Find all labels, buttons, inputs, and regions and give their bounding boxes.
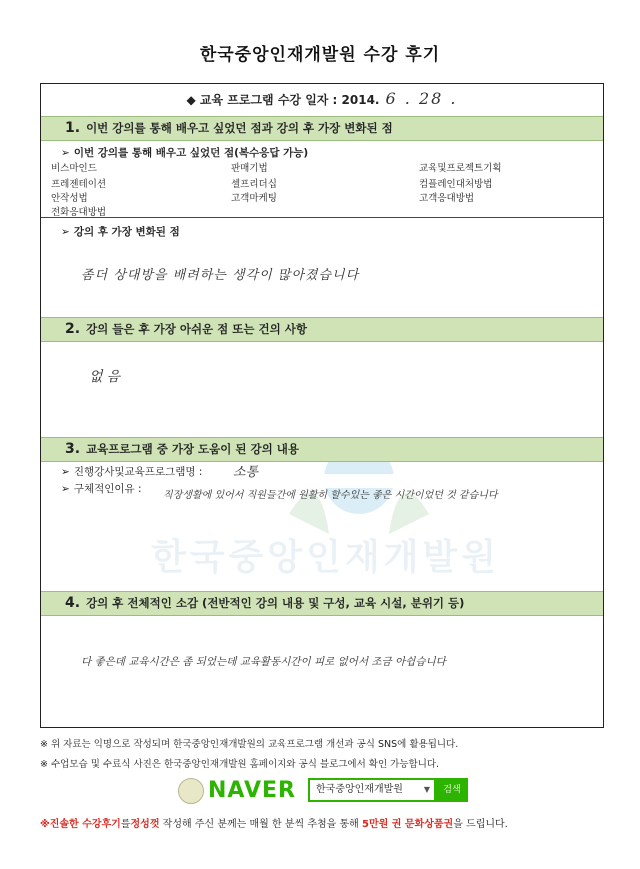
arrow-icon: ➢: [61, 483, 70, 495]
section-4-header: [41, 591, 603, 616]
option-item: 전화응대방법: [51, 207, 107, 218]
section-3-number: 3.: [65, 441, 81, 457]
section-2-number: 2.: [65, 321, 81, 337]
section-1-header: [41, 116, 603, 141]
watermark-text: 한국중앙인재개발원: [151, 537, 500, 578]
option-item: 안작성법: [51, 193, 88, 204]
form-title: 한국중앙인재개발원 수강 후기: [199, 45, 441, 65]
option-item: 교육및프로젝트기획: [419, 163, 502, 174]
option-item: 컴플레인대처방법: [419, 179, 493, 190]
review-form: [40, 83, 604, 728]
option-item: 비스마인드: [51, 163, 97, 174]
section-1-answer: 좀더 상대방을 배려하는 생각이 많아졌습니다: [81, 268, 360, 283]
date-label: ◆ 교육 프로그램 수강 일자 : 2014.: [186, 93, 380, 107]
arrow-icon: ➢: [61, 147, 70, 159]
note-1: ※ 위 자료는 익명으로 작성되며 한국중앙인재개발원의 교육프로그램 개선과 공식 SNS에 활용됩니다.: [40, 739, 459, 750]
naver-search-banner: [178, 775, 468, 805]
footer-notice: [40, 815, 508, 830]
section-4-number: 4.: [65, 595, 81, 611]
footer-highlight-2: 정성껏: [130, 819, 160, 830]
section-2-title: 강의 들은 후 가장 아쉬운 점 또는 건의 사항: [86, 322, 307, 336]
arrow-icon: ➢: [61, 466, 70, 478]
lecturer-value: 소통: [233, 465, 259, 480]
note-2: ※ 수업모습 및 수료식 사진은 한국중앙인재개발원 홈페이지와 공식 블로그에서 확인 가능합니다.: [40, 759, 440, 770]
footer-text-3: 을 드립니다.: [453, 819, 508, 830]
reason-value: 직장생활에 있어서 직원들간에 원활히 할수있는 좋은 시간이었던 것 같습니다: [163, 490, 498, 501]
section-4-title: 강의 후 전체적인 소감 (전반적인 강의 내용 및 구성, 교육 시설, 분위기 등): [86, 596, 465, 610]
option-item: 고객마케팅: [231, 193, 277, 204]
footer-highlight-3: 5만원 권 문화상품권: [362, 819, 454, 830]
section-2-header: [41, 317, 603, 342]
footer-highlight-1: 진솔한 수강후기: [49, 819, 121, 830]
footer-text-1: 를: [120, 819, 131, 830]
naver-search-input[interactable]: [308, 778, 436, 802]
naver-search-value: 한국중앙인재개발원: [316, 784, 403, 795]
section-1-q1: [61, 145, 308, 160]
option-item: 프레젠테이션: [51, 179, 107, 190]
lecturer-label: 진행강사및교육프로그램명 :: [73, 466, 203, 478]
date-row: [41, 84, 603, 112]
section-4-answer: 다 좋은데 교육시간은 좀 되었는데 교육활동시간이 피로 없어서 조금 아쉽습니다: [81, 656, 446, 668]
reason-row: [61, 481, 142, 496]
section-1-q2: [61, 224, 180, 239]
section-1-q1-text: 이번 강의를 통해 배우고 싶었던 점(복수응답 가능): [73, 147, 309, 159]
option-item: 고객응대방법: [419, 193, 475, 204]
reason-label: 구체적인이유 :: [73, 483, 142, 495]
section-3-header: [41, 437, 603, 462]
date-handwritten: 6 . 28 .: [385, 89, 458, 108]
naver-ball-icon: [178, 778, 204, 804]
divider: [41, 217, 603, 218]
naver-logo: NAVER: [208, 778, 296, 803]
footer-mark: ※: [40, 819, 50, 830]
section-1-number: 1.: [65, 120, 81, 136]
option-item: 셀프리더십: [231, 179, 277, 190]
section-1-q2-text: 강의 후 가장 변화된 점: [73, 226, 180, 238]
arrow-icon: ➢: [61, 226, 70, 238]
section-1-title: 이번 강의를 통해 배우고 싶었던 점과 강의 후 가장 변화된 점: [86, 121, 393, 135]
section-2-answer: 없음: [89, 369, 125, 385]
naver-search-button[interactable]: 검색: [436, 778, 468, 802]
option-item: 판매기법: [231, 163, 268, 174]
lecturer-row: [61, 464, 202, 479]
section-3-title: 교육프로그램 중 가장 도움이 된 강의 내용: [86, 442, 299, 456]
footer-text-2: 작성해 주신 분께는 매월 한 분씩 추첨을 통해: [159, 819, 362, 830]
chevron-down-icon: ▼: [423, 785, 430, 794]
